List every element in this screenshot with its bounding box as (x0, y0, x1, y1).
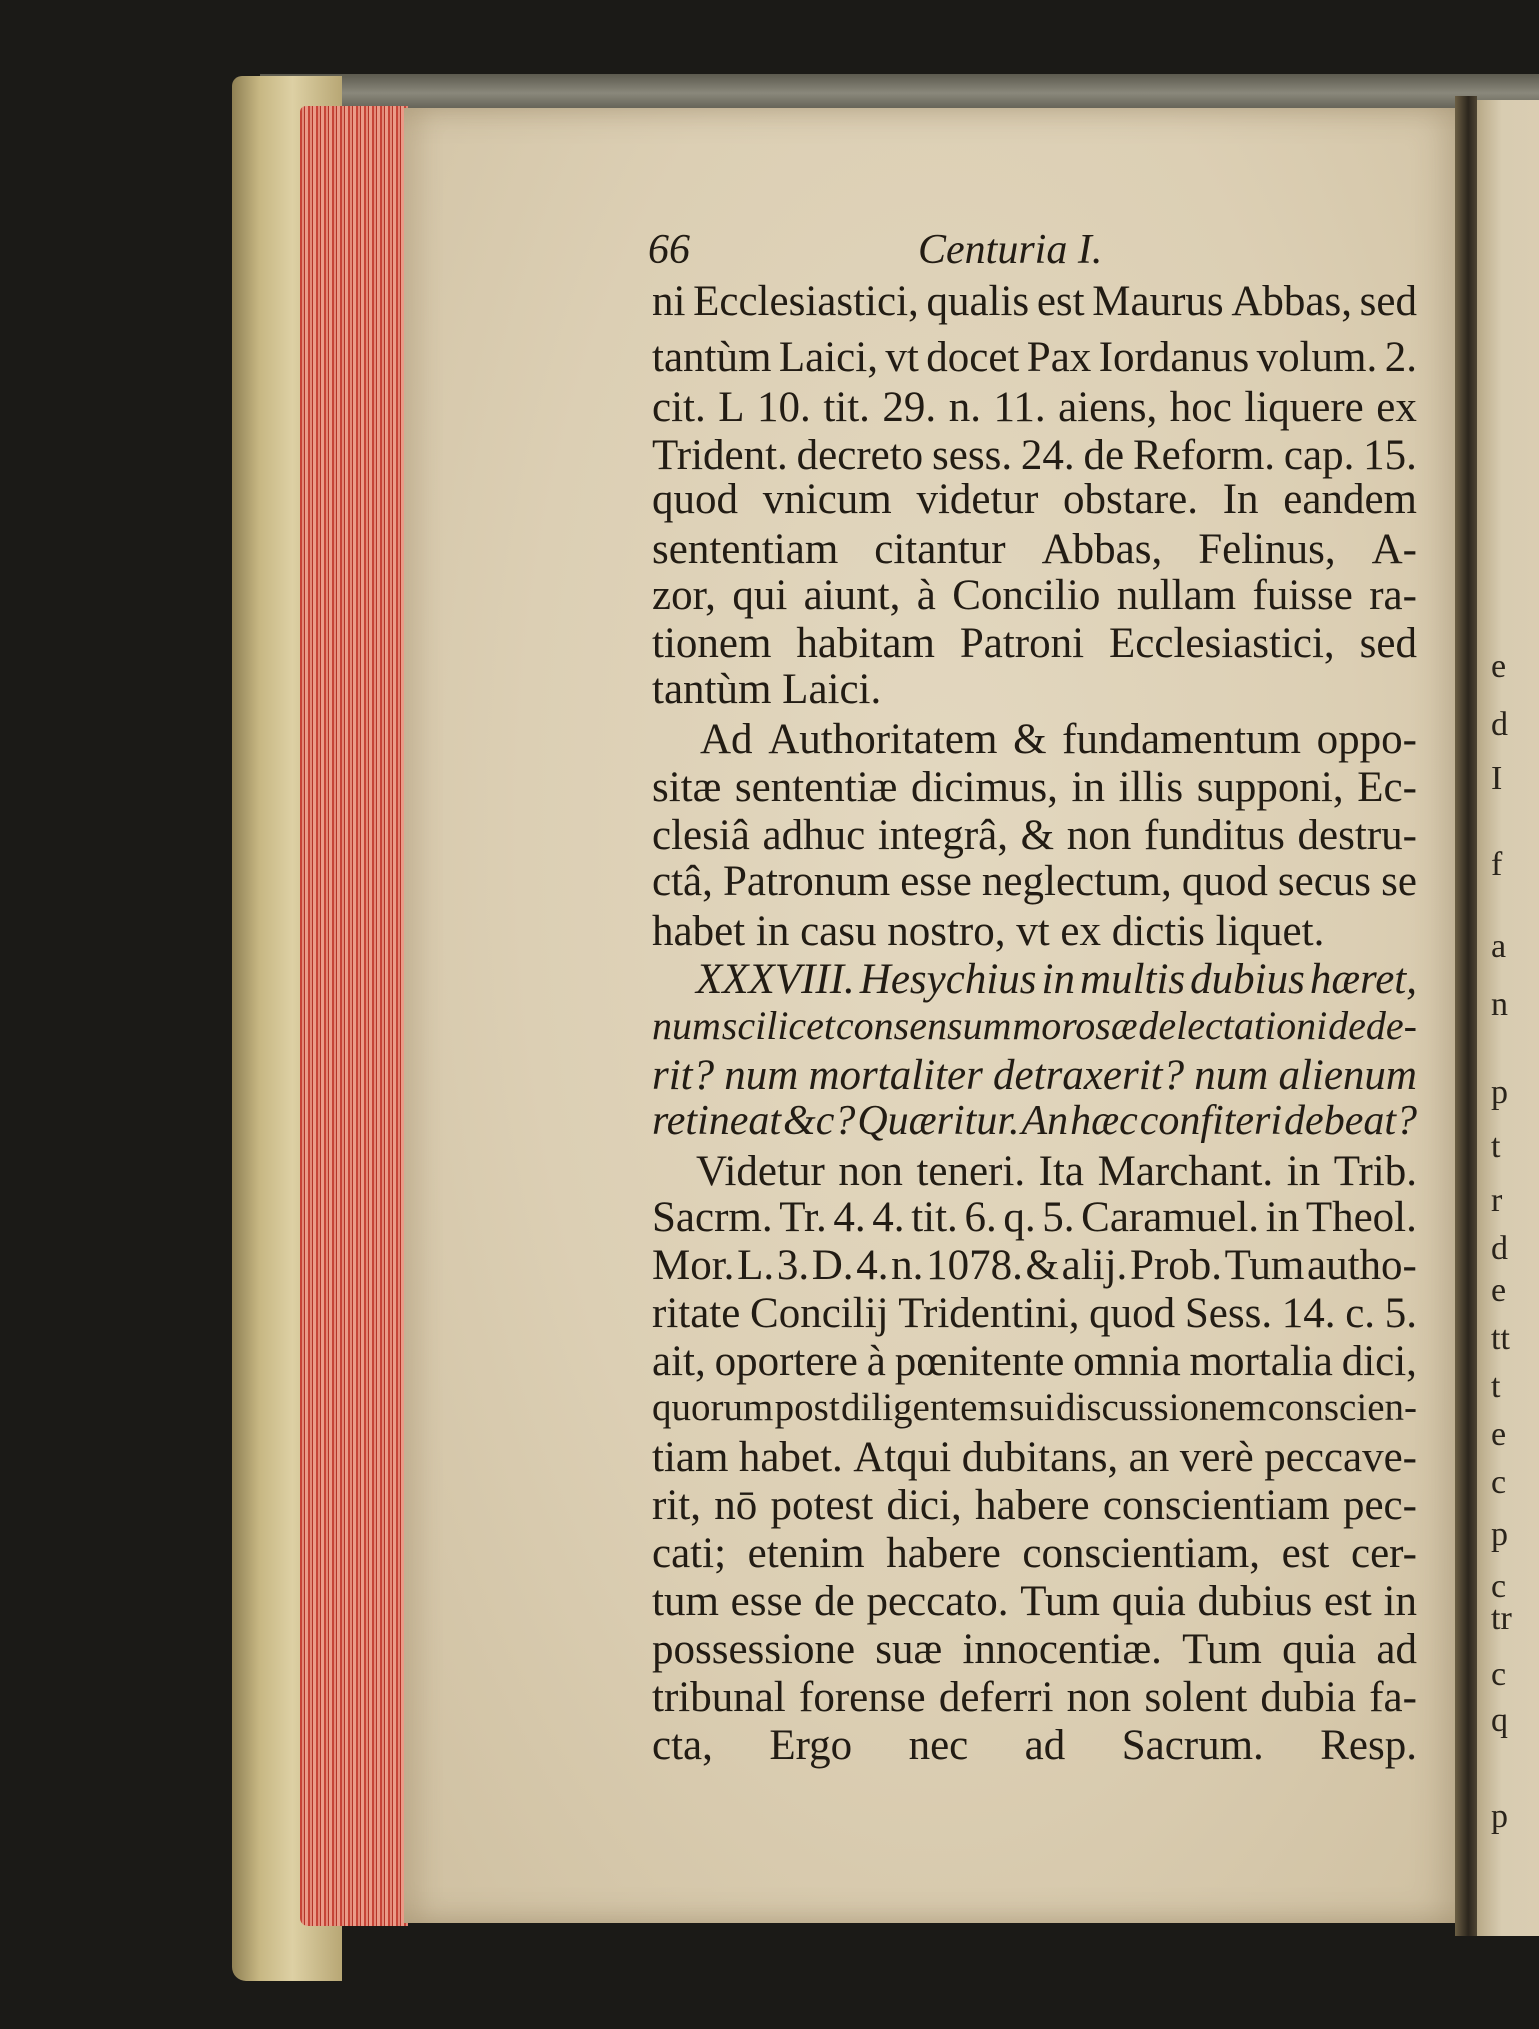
text-line: cati; etenim habere conscientiam, est cer- (652, 1530, 1417, 1577)
fragment-char: c (1491, 1656, 1507, 1693)
text-line: Ad Authoritatem & fundamentum oppo- (700, 716, 1417, 763)
text-line: Mor. L. 3. D. 4. n. 1078. & alij. Prob. Tum autho- (652, 1242, 1417, 1289)
book-top-edge (260, 74, 1539, 112)
fragment-char: p (1491, 1074, 1508, 1111)
fragment-char: I (1491, 760, 1503, 797)
book-gutter (1455, 96, 1477, 1936)
book-page (404, 108, 1472, 1923)
fragment-char: e (1491, 1416, 1507, 1453)
fragment-char: t (1491, 1128, 1501, 1165)
fragment-char: p (1491, 1798, 1508, 1835)
running-title: Centuria I. (918, 227, 1103, 273)
fragment-char: tr (1491, 1600, 1512, 1637)
fragment-char: d (1491, 1230, 1508, 1267)
text-line: possessione suæ innocentiæ. Tum quia ad (652, 1626, 1417, 1673)
text-line: rit? num mortaliter detraxerit? num alienum (652, 1052, 1417, 1099)
fragment-char: p (1491, 1516, 1508, 1553)
text-line: tantùm Laici. (652, 666, 882, 713)
text-line: habet in casu nostro, vt ex dictis liquet. (652, 908, 1325, 955)
text-line: rit, nō potest dici, habere conscientiam pec- (652, 1482, 1417, 1529)
fragment-char: t (1491, 1368, 1501, 1405)
text-line: Videtur non teneri. Ita Marchant. in Trib. (696, 1148, 1417, 1195)
fragment-char: r (1491, 1182, 1503, 1219)
text-line: num scilicet consensum morosæ delectationi dede- (652, 1003, 1417, 1048)
text-line: cit. L 10. tit. 29. n. 11. aiens, hoc liquere ex (652, 384, 1417, 431)
text-line: quorum post diligentem sui discussionem conscien- (652, 1386, 1417, 1429)
text-line: tionem habitam Patroni Ecclesiastici, sed (652, 620, 1417, 667)
text-line: ritate Concilij Tridentini, quod Sess. 14. c. 5. (652, 1290, 1417, 1337)
facing-page-fragment (1477, 100, 1539, 1936)
text-line: tribunal forense deferri non solent dubia fa- (652, 1674, 1417, 1721)
text-line: XXXVIII. Hesychius in multis dubius hæret, (696, 956, 1417, 1003)
text-line: quod vnicum videtur obstare. In eandem (652, 476, 1417, 523)
fragment-char: e (1491, 1272, 1507, 1309)
fragment-char: d (1491, 706, 1508, 743)
fragment-char: e (1491, 648, 1507, 685)
text-line: zor, qui aiunt, à Concilio nullam fuisse ra- (652, 572, 1417, 619)
text-line: tiam habet. Atqui dubitans, an verè peccave- (652, 1434, 1417, 1481)
text-line: sententiam citantur Abbas, Felinus, A- (652, 526, 1417, 573)
text-line: tantùm Laici, vt docet Pax Iordanus volum. 2. (652, 334, 1417, 381)
text-line: tum esse de peccato. Tum quia dubius est in (652, 1578, 1417, 1625)
fragment-char: c (1491, 1568, 1507, 1605)
text-line: cta, Ergo nec ad Sacrum. Resp. (652, 1722, 1417, 1769)
red-page-edges (300, 106, 408, 1926)
page-number: 66 (648, 227, 690, 273)
fragment-char: f (1491, 846, 1503, 883)
text-line: ni Ecclesiastici, qualis est Maurus Abbas, sed (652, 278, 1417, 325)
text-line: ait, oportere à pœnitente omnia mortalia dici, (652, 1338, 1417, 1385)
text-line: Sacrm. Tr. 4. 4. tit. 6. q. 5. Caramuel. in Theol. (652, 1194, 1417, 1241)
text-line: sitæ sententiæ dicimus, in illis supponi, Ec- (652, 764, 1417, 811)
fragment-char: a (1491, 928, 1507, 965)
fragment-char: q (1491, 1702, 1508, 1739)
fragment-char: c (1491, 1464, 1507, 1501)
text-line: retineat &c? Quæritur. An hæc confiteri debeat? (652, 1098, 1417, 1144)
text-line: Trident. decreto sess. 24. de Reform. cap. 15. (652, 432, 1417, 479)
fragment-char: tt (1491, 1320, 1510, 1357)
text-line: ctâ, Patronum esse neglectum, quod secus se (652, 858, 1417, 905)
fragment-char: n (1491, 986, 1508, 1023)
text-line: clesiâ adhuc integrâ, & non funditus destru- (652, 812, 1417, 859)
